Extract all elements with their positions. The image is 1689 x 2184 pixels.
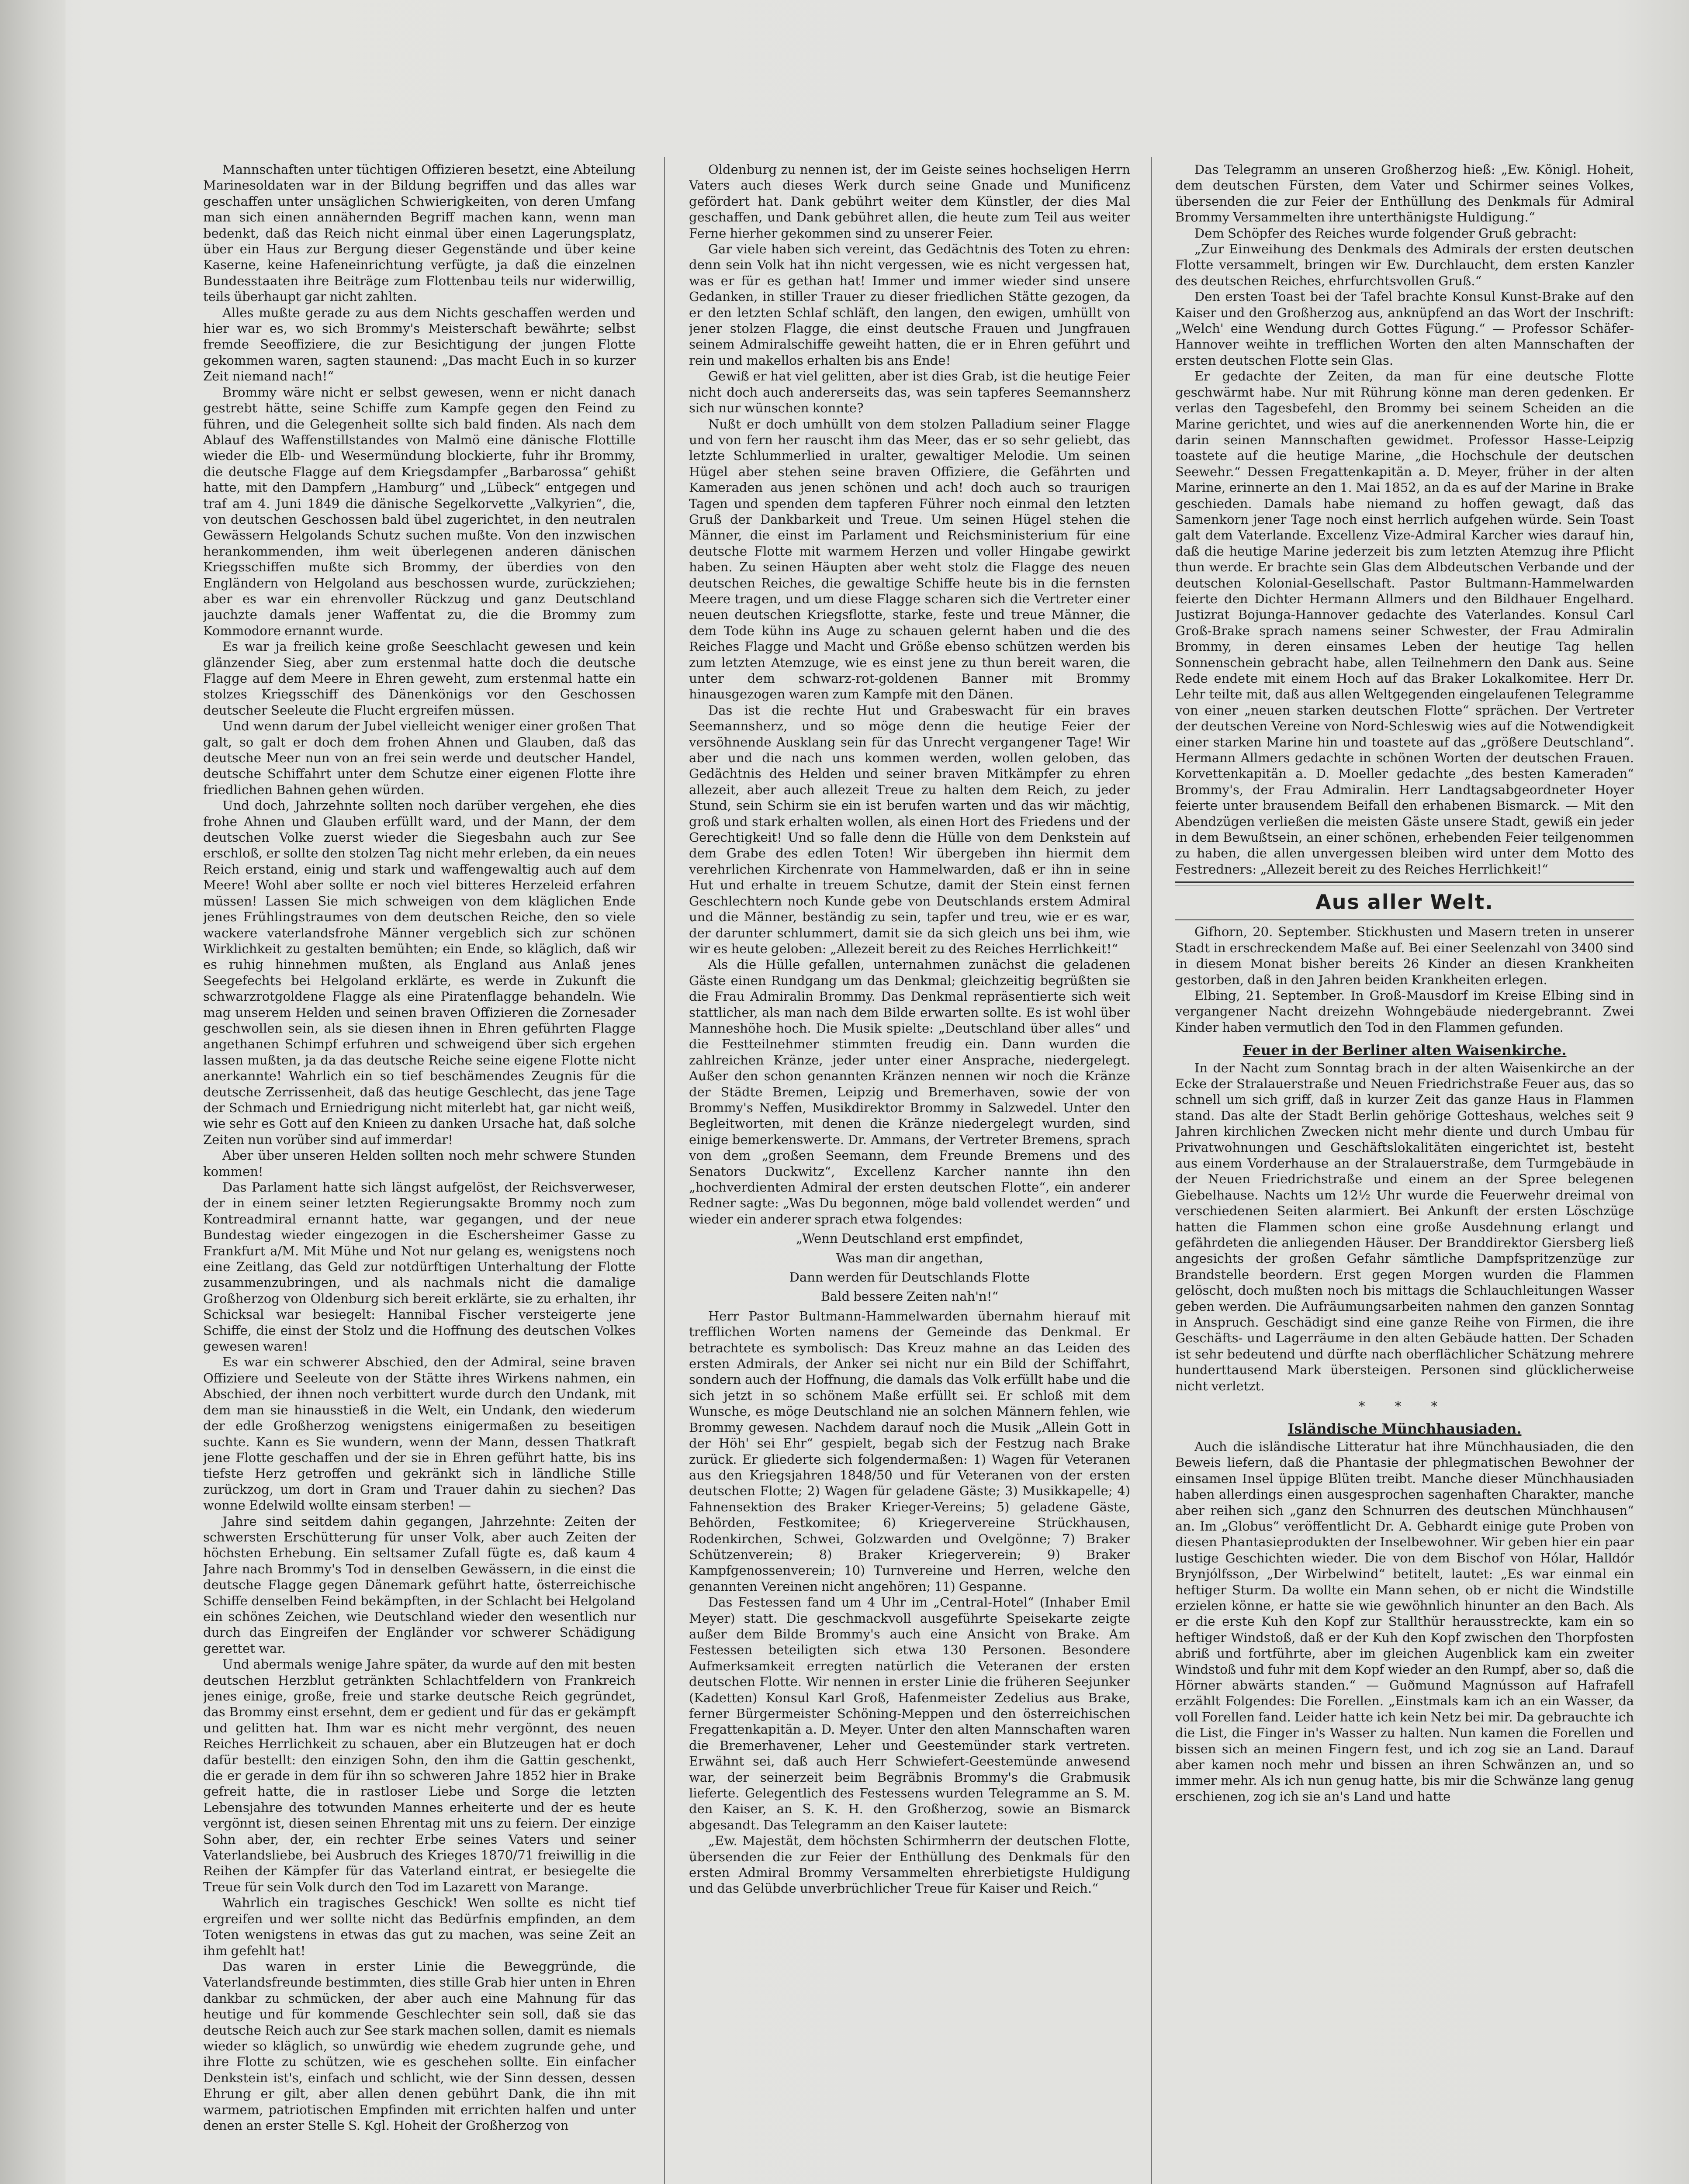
paragraph: Das Parlament hatte sich längst aufgelöst, der Reichsverweser, der in einem seiner letzten Regierungsakte Brommy noch zum Kontreadmiral ernannt hatte, war gegangen, und der neue Bundestag wieder eingezogen in die Eschersheimer Gasse zu Frankfurt a/M. Mit Mühe und Not nur gelang es, wenigstens noch eine Zeitlang, das Geld zur notdürftigen Unterhaltung der Flotte zusammenzubringen, und als nachmals nicht die damalige Großherzog von Oldenburg sich bereit erklärte, sie zu erhalten, ihr Schicksal war besiegelt: Hannibal Fischer versteigerte jene Schiffe, die einst der Stolz und die Hoffnung des deutschen Volkes gewesen waren! [203, 1180, 636, 1354]
paragraph: Gewiß er hat viel gelitten, aber ist dies Grab, ist die heutige Feier nicht doch auch andererseits das, was sein tapferes Seemannsherz sich nur wünschen konnte? [689, 369, 1130, 416]
verse-line: Dann werden für Deutschlands Flotte [789, 1270, 1030, 1285]
verse-line: Bald bessere Zeiten nah'n!“ [820, 1289, 999, 1304]
verse-line: Was man dir angethan, [836, 1250, 983, 1265]
section-divider [1175, 919, 1634, 920]
paragraph: Das waren in erster Linie die Beweggründe, die Vaterlandsfreunde bestimmten, dies stille Grab hier unten in Ehren dankbar zu schmücken, der aber auch eine Mahnung für das heutige und für kommende Geschlechter sein soll, daß sie das deutsche Reich auch zur See stark machen sollen, damit es niemals wieder so kläglich, so unwürdig wie ehedem zugrunde gehe, und ihre Flotte zu schützen, wie es geschehen sollte. Ein einfacher Denkstein ist's, einfach und schlicht, wie der Sinn dessen, dessen Ehrung er gilt, aber allen denen gebührt Dank, die ihn mit warmem, patriotischen Empfinden mit errichten halfen und unter denen an erster Stelle S. Kgl. Hoheit der Großherzog von [203, 1959, 636, 2133]
paragraph: Alles mußte gerade zu aus dem Nichts geschaffen werden und hier war es, wo sich Brommy's Meisterschaft bewährte; selbst fremde Seeoffiziere, die zur Besichtigung der jungen Flotte gekommen waren, sagten staunend: „Das macht Euch in so kurzer Zeit niemand nach!“ [203, 305, 636, 384]
verse-line: „Wenn Deutschland erst empfindet, [796, 1231, 1024, 1246]
section-divider [1175, 881, 1634, 885]
news-item: Gifhorn, 20. September. Stickhusten und Masern treten in unserer Stadt in erschreckendem Maße auf. Bei einer Seelenzahl von 3400 sind in diesem Monat bisher bereits 26 Kinder an diesen Krankheiten gestorben, daß in den Jahren beiden Krankheiten erlegen. [1175, 924, 1634, 987]
column-middle [689, 162, 1130, 2184]
column-rule [664, 157, 665, 2184]
paragraph: Dem Schöpfer des Reiches wurde folgender Gruß gebracht: [1194, 225, 1577, 241]
paragraph: „Ew. Majestät, dem höchsten Schirmherrn der deutschen Flotte, übersenden die zur Feier der Enthüllung des Denkmals für den ersten Admiral Brommy Versammelten ehrerbietigste Huldigung und das Gelübde unverbrüchlicher Treue für Kaiser und Reich.“ [689, 1833, 1130, 1896]
paragraph: Aber über unseren Helden sollten noch mehr schwere Stunden kommen! [203, 1148, 636, 1179]
paragraph: Den ersten Toast bei der Tafel brachte Konsul Kunst-Brake auf den Kaiser und den Großherzog aus, anknüpfend an das Wort der Inschrift: „Welch' eine Wendung durch Gottes Fügung.“ — Professor Schäfer-Hannover weihte in trefflichen Worten den alten Mannschaften der ersten deutschen Flotte sein Glas. [1175, 289, 1634, 368]
paragraph: Mannschaften unter tüchtigen Offizieren besetzt, eine Abteilung Marinesoldaten war in der Bildung begriffen und das alles war geschaffen unter unsäglichen Schwierigkeiten, von deren Umfang man sich einen annähernden Begriff machen kann, wenn man bedenkt, daß das Reich nicht einmal über einen Lagerungsplatz, über ein Haus zur Bergung dieser Gegenstände und über keine Kaserne, keine Hafeneinrichtung verfügte, ja daß die einzelnen Bundesstaaten ihre Beiträge zum Flottenbau teils nur widerwillig, teils überhaupt gar nicht zahlten. [203, 162, 636, 304]
separator-asterisks: * * * [1359, 1399, 1450, 1414]
column-left [203, 162, 636, 2184]
paragraph: Als die Hülle gefallen, unternahmen zunächst die geladenen Gäste einen Rundgang um das Denkmal; gleichzeitig begrüßten sie die Frau Admiralin Brommy. Das Denkmal repräsentierte sich weit stattlicher, als man nach dem Bilde erwarten sollte. Es ist wohl über Manneshöhe hoch. Die Musik spielte: „Deutschland über alles“ und die Festteilnehmer stimmten freudig ein. Dann wurden die zahlreichen Kränze, jeder unter einer Ansprache, niedergelegt. Außer den schon genannten Kränzen nennen wir noch die Kränze der Städte Bremen, Leipzig und Bremerhaven, sowie der von Brommy's Neffen, Musikdirektor Brommy in Salzwedel. Unter den Begleitworten, mit denen die Kränze niedergelegt wurden, sind einige bemerkenswerte. Dr. Ammans, der Vertreter Bremens, sprach von dem „großen Seemann, dem Freunde Bremens und des Senators Duckwitz“, Excellenz Karcher nannte ihn den „hochverdienten Admiral der ersten deutschen Flotte“, ein anderer Redner sagte: „Was Du begonnen, möge bald vollendet werden“ und wieder ein anderer sprach etwa folgendes: [689, 957, 1130, 1227]
paragraph: Er gedachte der Zeiten, da man für eine deutsche Flotte geschwärmt habe. Nur mit Rührung könne man deren gedenken. Er verlas den Tagesbefehl, den Brommy bei seinem Scheiden an die Marine gerichtet, und wies auf die anerkennenden Worte hin, die er darin seinen Mannschaften gewidmet. Professor Hasse-Leipzig toastete auf die heutige Marine, „die Hochschule der deutschen Seewehr.“ Dessen Fregattenkapitän a. D. Meyer, früher in der alten Marine, erinnerte an den 1. Mai 1852, an da es auf der Marine in Brake geschieden. Damals habe niemand zu hoffen gewagt, daß das Samenkorn jener Tage noch einst herrlich aufgehen würde. Sein Toast galt dem Vaterlande. Excellenz Vize-Admiral Karcher wies darauf hin, daß die heutige Marine jederzeit bis zum letzten Atemzug ihre Pflicht thun werde. Er brachte sein Glas dem Albdeutschen Verbande und der deutschen Kolonial-Gesellschaft. Pastor Bultmann-Hammelwarden feierte den Dichter Hermann Allmers und den Bildhauer Engelhard. Justizrat Bojunga-Hannover gedachte des Vaterlandes. Konsul Carl Groß-Brake sprach namens seiner Schwester, der Frau Admiralin Brommy, in deren einsames Leben der heutige Tag hellen Sonnenschein gebracht habe, allen Teilnehmern den Dank aus. Seine Rede endete mit einem Hoch auf das Braker Lokalkomitee. Herr Dr. Lehr teilte mit, daß aus allen Weltgegenden eingelaufenen Telegramme von einer „neuen starken deutschen Flotte“ sprächen. Der Vertreter der deutschen Vereine von Nord-Schleswig wies auf die Notwendigkeit einer starken Marine hin und toastete auf das „größere Deutschland“. Hermann Allmers gedachte in schönen Worten der deutschen Frauen. Korvettenkapitän a. D. Moeller gedachte „des besten Kameraden“ Brommy's, der Frau Admiralin. Herr Landtagsabgeordneter Hoyer feierte unter brausendem Beifall den erhabenen Bismarck. — Mit den Abendzügen verließen die meisten Gäste unsere Stadt, gewiß ein jeder in dem Bewußtsein, an einer schönen, erhebenden Feier teilgenommen zu haben, die allen unvergessen bleiben wird unter dem Motto des Festredners: „Allezeit bereit zu des Reiches Herrlichkeit!“ [1175, 369, 1634, 877]
paragraph: Das Festessen fand um 4 Uhr im „Central-Hotel“ (Inhaber Emil Meyer) statt. Die geschmackvoll ausgeführte Speisekarte zeigte außer dem Bilde Brommy's auch eine Ansicht von Brake. Am Festessen beteiligten sich etwa 130 Personen. Besondere Aufmerksamkeit erregten natürlich die Veteranen der ersten deutschen Flotte. Wir nennen in erster Linie die früheren Seejunker (Kadetten) Konsul Karl Groß, Hafenmeister Zedelius aus Brake, ferner Bürgermeister Schöning-Meppen und den österreichischen Fregattenkapitän a. D. Meyer. Unter den alten Mannschaften waren die Bremerhavener, Leher und Geestemünder stark vertreten. Erwähnt sei, daß auch Herr Schwiefert-Geestemünde anwesend war, der seinerzeit beim Begräbnis Brommy's die Grabmusik lieferte. Gelegentlich des Festessens wurden Telegramme an S. M. den Kaiser, an S. K. H. den Großherzog, sowie an Bismarck abgesandt. Das Telegramm an den Kaiser lautete: [689, 1595, 1130, 1832]
paragraph: Wahrlich ein tragisches Geschick! Wen sollte es nicht tief ergreifen und wer sollte nicht das Bedürfnis empfinden, an dem Toten wenigstens in etwas das gut zu machen, was seine Zeit an ihm gefehlt hat! [203, 1895, 636, 1958]
paragraph: Und doch, Jahrzehnte sollten noch darüber vergehen, ehe dies frohe Ahnen und Glauben erfüllt ward, und der Mann, der dem deutschen Volke zuerst wieder die Siegesbahn auch zur See erschloß, er sollte den stolzen Tag nicht mehr erleben, da ein neues Reich erstand, einig und stark und waffengewaltig auch auf dem Meere! Wohl aber sollte er noch viel bitteres Herzeleid erfahren müssen! Lassen Sie mich schweigen von dem kläglichen Ende jenes Frühlingstraumes von dem deutschen Reiche, den so viele wackere vaterlandsfrohe Männer vergeblich sich zur schönen Wirklichkeit zu gestalten bemühten; ein Ende, so kläglich, daß wir es ruhig hinnehmen mußten, als England aus Anlaß jenes Seegefechts bei Helgoland erklärte, es werde in Zukunft die schwarzrotgoldene Flagge als eine Piratenflagge behandeln. Wie mag unserem Helden und seinen braven Offizieren die Zornesader geschwollen sein, als sie diesen ihnen in Ehren geführten Flagge angethanen Schimpf erfuhren und schweigend über sich ergehen lassen mußten, ja da das deutsche Reiche seine eigene Flotte nicht anerkannte! Wahrlich ein so tief beschämendes Zeugnis für die deutsche Zerrissenheit, daß das heutige Geschlecht, das jene Tage der Schmach und Erniedrigung nicht miterlebt hat, gar nicht weiß, wie sehr es Gott auf den Knieen zu danken Ursache hat, daß solche Zeiten nun vorüber sind auf immerdar! [203, 798, 636, 1147]
paragraph: Und abermals wenige Jahre später, da wurde auf den mit besten deutschen Herzblut getränkten Schlachtfeldern von Frankreich jenes einige, große, freie und starke deutsche Reich gegründet, das Brommy einst ersehnt, dem er gedient und für das er gekämpft und gelitten hat. Ihm war es nicht mehr vergönnt, des neuen Reiches Herrlichkeit zu schauen, aber ein Blutzeugen hat er doch dafür bestellt: den einzigen Sohn, den ihm die Gattin geschenkt, die er gerade in dem für ihn so schweren Jahre 1852 hier in Brake gefreit hatte, die in rastloser Liebe und Sorge die letzten Lebensjahre des totwunden Mannes erheiterte und der es heute vergönnt ist, diesen seinen Ehrentag mit uns zu feiern. Der einzige Sohn aber, der, ein rechter Erbe seines Vaters und seiner Vaterlandsliebe, bei Ausbruch des Krieges 1870/71 freiwillig in die Reihen der Kämpfer für das Vaterland eintrat, er besiegelte die Treue für sein Volk durch den Tod im Lazarett von Marange. [203, 1657, 636, 1894]
page-gutter [0, 0, 66, 2184]
article-heading: Isländische Münchhausiaden. [1288, 1420, 1522, 1438]
paragraph: Das ist die rechte Hut und Grabeswacht für ein braves Seemannsherz, und so möge denn die heutige Feier der versöhnende Ausklang sein für das Unrecht vergangener Tage! Wir aber und die nach uns kommen werden, wollen geloben, das Gedächtnis des Helden und seiner braven Mitkämpfer zu ehren allezeit, aber auch allezeit Treue zu halten dem Reich, zu jeder Stund, sein Schirm sie ein ist berufen warten und das wir mächtig, groß und stark erhalten wollen, als einen Hort des Friedens und der Gerechtigkeit! Und so falle denn die Hülle von dem Denkstein auf dem Grabe des edlen Toten! Wir übergeben ihn hiermit dem verehrlichen Kirchenrate von Hammelwarden, daß er ihn in seine Hut und erhalte in treuem Schutze, damit der Stein einst fernen Geschlechtern noch Kunde gebe von Deutschlands erstem Admiral und die Männer, beständig zu sein, tapfer und treu, wie er es war, der darunter schlummert, damit sie da sich gleich uns bei ihm, wie wir es heute geloben: „Allezeit bereit zu des Reiches Herrlichkeit!“ [689, 702, 1130, 956]
article-heading: Feuer in der Berliner alten Waisenkirche. [1243, 1042, 1567, 1059]
paragraph: Oldenburg zu nennen ist, der im Geiste seines hochseligen Herrn Vaters auch dieses Werk durch seine Gnade und Munificenz gefördert hat. Dank gebührt weiter dem Künstler, der dies Mal geschaffen, und Dank gebühret allen, die heute zum Teil aus weiter Ferne hierher gekommen sind zu unserer Feier. [689, 162, 1130, 241]
column-rule [1151, 157, 1152, 2184]
paragraph: In der Nacht zum Sonntag brach in der alten Waisenkirche an der Ecke der Stralauerstraße und Neuen Friedrichstraße Feuer aus, das so schnell um sich griff, daß in kurzer Zeit das ganze Haus in Flammen stand. Das alte der Stadt Berlin gehörige Gotteshaus, welches seit 9 Jahren kirchlichen Zwecken nicht mehr diente und durch Umbau für Privatwohnungen und Geschäftslokalitäten eingerichtet ist, besteht aus einem Vorderhause an der Stralauerstraße, dem Turmgebäude in der Neuen Friedrichstraße und einem an der Spree belegenen Giebelhause. Nachts um 12½ Uhr wurde die Feuerwehr dreimal von verschiedenen Seiten alarmiert. Bei Ankunft der ersten Löschzüge hatten die Flammen schon eine große Ausdehnung erlangt und gefährdeten die anliegenden Häuser. Der Branddirektor Giersberg ließ angesichts der großen Gefahr sämtliche Dampfspritzenzüge zur Brandstelle beordern. Erst gegen Morgen wurden die Flammen gelöscht, doch mußten noch bis mittags die Schlauchleitungen Wasser geben werden. Die Aufräumungsarbeiten nahmen den ganzen Sonntag in Anspruch. Geschädigt sind eine ganze Reihe von Firmen, die ihre Geschäfts- und Lagerräume in den alten Gebäude hatten. Der Schaden ist sehr bedeutend und dürfte nach oberflächlicher Schätzung mehrere hunderttausend Mark übersteigen. Personen sind glücklicherweise nicht verletzt. [1175, 1060, 1634, 1393]
paragraph: Jahre sind seitdem dahin gegangen, Jahrzehnte: Zeiten der schwersten Erschütterung für unser Volk, aber auch Zeiten der höchsten Erhebung. Ein seltsamer Zufall fügte es, daß kaum 4 Jahre nach Brommy's Tod in denselben Gewässern, in die einst die deutsche Flagge gegen Dänemark geführt hatte, österreichische Schiffe denselben Feind bekämpften, in der Schlacht bei Helgoland ein schönes Zeichen, wie Deutschland wieder den wesentlich nur durch das Eingreifen der Engländer vor schwerer Schädigung gerettet war. [203, 1514, 636, 1656]
paragraph: Auch die isländische Litteratur hat ihre Münchhausiaden, die den Beweis liefern, daß die Phantasie der phlegmatischen Bewohner der einsamen Insel üppige Blüten treibt. Manche dieser Münchhausiaden haben allerdings einen ausgesprochen sagenhaften Charakter, manche aber reihen sich „ganz den Schnurren des deutschen Münchhausen“ an. Im „Globus“ veröffentlicht Dr. A. Gebhardt einige gute Proben von diesen Phantasieprodukten der Inselbewohner. Wir geben hier ein paar lustige Geschichten wieder. Die von dem Bischof von Hólar, Halldór Brynjólfsson, „Der Wirbelwind“ betitelt, lautet: „Es war einmal ein heftiger Sturm. Da wollte ein Mann sehen, ob er nicht die Windstille erzielen könne, er hatte sie wie gewöhnlich hinunter an den Bach. Als er die erste Kuh den Kopf zur Stallthür herausstreckte, kam ein so heftiger Windstoß, daß er der Kuh den Kopf zwischen den Thorpfosten abriß und fortführte, aber im gleichen Augenblick kam ein zweiter Windstoß und fuhr mit dem Kopf wieder an den Rumpf, aber so, daß die Hörner abwärts standen.“ — Guðmund Magnússon auf Hafrafell erzählt Folgendes: Die Forellen. „Einstmals kam ich an ein Wasser, da voll Forellen fand. Leider hatte ich kein Netz bei mir. Da gebrauchte ich die List, die Finger in's Wasser zu halten. Nun kamen die Forellen und bissen sich an meinen Fingern fest, und ich zog sie an Land. Darauf aber kamen noch mehr und bissen an ihren Schwänzen an, und so immer mehr. Als ich nun genug hatte, bis mir die Schwänze lang genug erschienen, zog ich sie an's Land und hatte [1175, 1439, 1634, 1804]
paragraph: Das Telegramm an unseren Großherzog hieß: „Ew. Königl. Hoheit, dem deutschen Fürsten, dem Vater und Schirmer seines Volkes, übersenden die zur Feier der Enthüllung des Denkmals für Admiral Brommy Versammelten ihre unterthänigste Huldigung.“ [1175, 162, 1634, 225]
paragraph: Gar viele haben sich vereint, das Gedächtnis des Toten zu ehren: denn sein Volk hat ihn nicht vergessen, wie es nicht vergessen hat, was er für es gethan hat! Immer und immer wieder sind unsere Gedanken, in stiller Trauer zu dieser friedlichen Stätte gezogen, da er den letzten Schlaf schläft, den langen, den ewigen, umhüllt von jener stolzen Flagge, die einst deutsche Frauen und Jungfrauen seinem Admiralschiffe geweiht hatten, die er in Ehren geführt und rein und makellos erhalten bis ans Ende! [689, 242, 1130, 368]
paragraph: Es war ein schwerer Abschied, den der Admiral, seine braven Offiziere und Seeleute von der Stätte ihres Wirkens nahmen, ein Abschied, der ihnen noch verbittert wurde durch den Undank, mit dem man sie hinausstieß in die Welt, ein Undank, den wiederum der edle Großherzog wenigstens einigermaßen zu beseitigen suchte. Kann es Sie wundern, wenn der Mann, dessen Thatkraft jene Flotte geschaffen und der sie in Ehren geführt hatte, bis ins tiefste Herz getroffen und gekränkt sich in ländliche Stille zurückzog, um dort in Gram und Trauer dahin zu siechen? Das wonne Edelwild wollte einsam sterben! — [203, 1355, 636, 1513]
paragraph: „Zur Einweihung des Denkmals des Admirals der ersten deutschen Flotte versammelt, bringen wir Ew. Durchlaucht, dem ersten Kanzler des deutschen Reiches, ehrfurchtsvollen Gruß.“ [1175, 242, 1634, 288]
news-item: Elbing, 21. September. In Groß-Mausdorf im Kreise Elbing sind in vergangener Nacht dreizehn Wohngebäude niedergebrannt. Zwei Kinder haben vermutlich den Tod in den Flammen gefunden. [1175, 988, 1634, 1035]
paragraph: Nußt er doch umhüllt von dem stolzen Palladium seiner Flagge und von fern her rauscht ihm das Meer, das er so sehr geliebt, das letzte Schlummerlied in uralter, gewaltiger Melodie. Um seinen Hügel aber stehen seine braven Offiziere, die Gefährten und Kameraden aus jenen schönen und ach! doch auch so traurigen Tagen und spenden dem tapferen Führer noch einmal den letzten Gruß der Dankbarkeit und Treue. Um seinen Hügel stehen die Männer, die einst im Parlament und Reichsministerium für eine deutsche Flotte mit warmem Herzen und voller Hingabe gewirkt haben. Zu seinen Häupten aber weht stolz die Flagge des neuen deutschen Reiches, die gewaltige Schiffe heute bis in die fernsten Meere tragen, und um diese Flagge scharen sich die Vertreter einer neuen deutschen Kriegsflotte, starke, feste und treue Männer, die dem Tode kühn ins Auge zu schauen gelernt haben und die des Reiches Flagge und Macht und Größe ebenso schützen werden bis zum letzten Atemzuge, wie es einst jene zu thun bereit waren, die unter dem schwarz-rot-goldenen Banner mit Brommy hinausgezogen waren zum Kampfe mit den Dänen. [689, 416, 1130, 702]
paragraph: Und wenn darum der Jubel vielleicht weniger einer großen That galt, so galt er doch dem frohen Ahnen und Glauben, daß das deutsche Meer nun von an frei sein werde und deutscher Handel, deutsche Schiffahrt unter dem Schutze einer eigenen Flotte ihre friedlichen Bahnen gehen würden. [203, 719, 636, 797]
paragraph: Es war ja freilich keine große Seeschlacht gewesen und kein glänzender Sieg, aber zum erstenmal hatte doch die deutsche Flagge auf dem Meere in Ehren geweht, zum erstenmal hatte ein stolzes Kriegsschiff des Dänenkönigs vor den Geschossen deutscher Seeleute die Flucht ergreifen müssen. [203, 639, 636, 718]
section-heading: Aus aller Welt. [1315, 890, 1494, 914]
paragraph: Herr Pastor Bultmann-Hammelwarden übernahm hierauf mit trefflichen Worten namens der Gemeinde das Denkmal. Er betrachtete es symbolisch: Das Kreuz mahne an das Leiden des ersten Admirals, der Anker sei nicht nur ein Bild der Schiffahrt, sondern auch der Hoffnung, die damals das Volk erfüllt habe und die sich jetzt in so schönem Maße erfüllt sei. Er schloß mit dem Wunsche, es möge Deutschland nie an solchen Männern fehlen, wie Brommy gewesen. Nachdem darauf noch die Musik „Allein Gott in der Höh' sei Ehr“ gespielt, begab sich der Festzug nach Brake zurück. Er gliederte sich folgendermaßen: 1) Wagen für Veteranen aus den Kriegsjahren 1848/50 und für Veteranen von der ersten deutschen Flotte; 2) Wagen für geladene Gäste; 3) Musikkapelle; 4) Fahnensektion des Braker Krieger-Vereins; 5) geladene Gäste, Behörden, Festkomitee; 6) Kriegervereine Strückhausen, Rodenkirchen, Schwei, Golzwarden und Ovelgönne; 7) Braker Schützenverein; 8) Braker Kriegerverein; 9) Braker Kampfgenossenverein; 10) Turnvereine und Herren, welche den genannten Vereinen nicht angehören; 11) Gespanne. [689, 1308, 1130, 1594]
column-right [1175, 162, 1634, 2184]
paragraph: Brommy wäre nicht er selbst gewesen, wenn er nicht danach gestrebt hätte, seine Schiffe zum Kampfe gegen den Feind zu führen, und die Gelegenheit sollte sich bald finden. Als nach dem Ablauf des Waffenstillstandes von Malmö eine dänische Flottille wieder die Elb- und Wesermündung blockierte, fuhr ihr Brommy, die deutsche Flagge auf dem Kriegsdampfer „Barbarossa“ gehißt hatte, mit den Dampfern „Hamburg“ und „Lübeck“ entgegen und traf am 4. Juni 1849 die dänische Segelkorvette „Valkyrien“, die, von deutschen Geschossen bald übel zugerichtet, in den neutralen Gewässern Helgolands Schutz suchen mußte. Von den inzwischen herankommenden, ihm weit überlegenen anderen dänischen Kriegsschiffen mußte sich Brommy, der überdies von den Engländern von Helgoland aus beschossen wurde, zurückziehen; aber es war ein ehrenvoller Rückzug und ganz Deutschland jauchzte damals jener Waffentat zu, die die Brommy zum Kommodore ernannt wurde. [203, 384, 636, 638]
